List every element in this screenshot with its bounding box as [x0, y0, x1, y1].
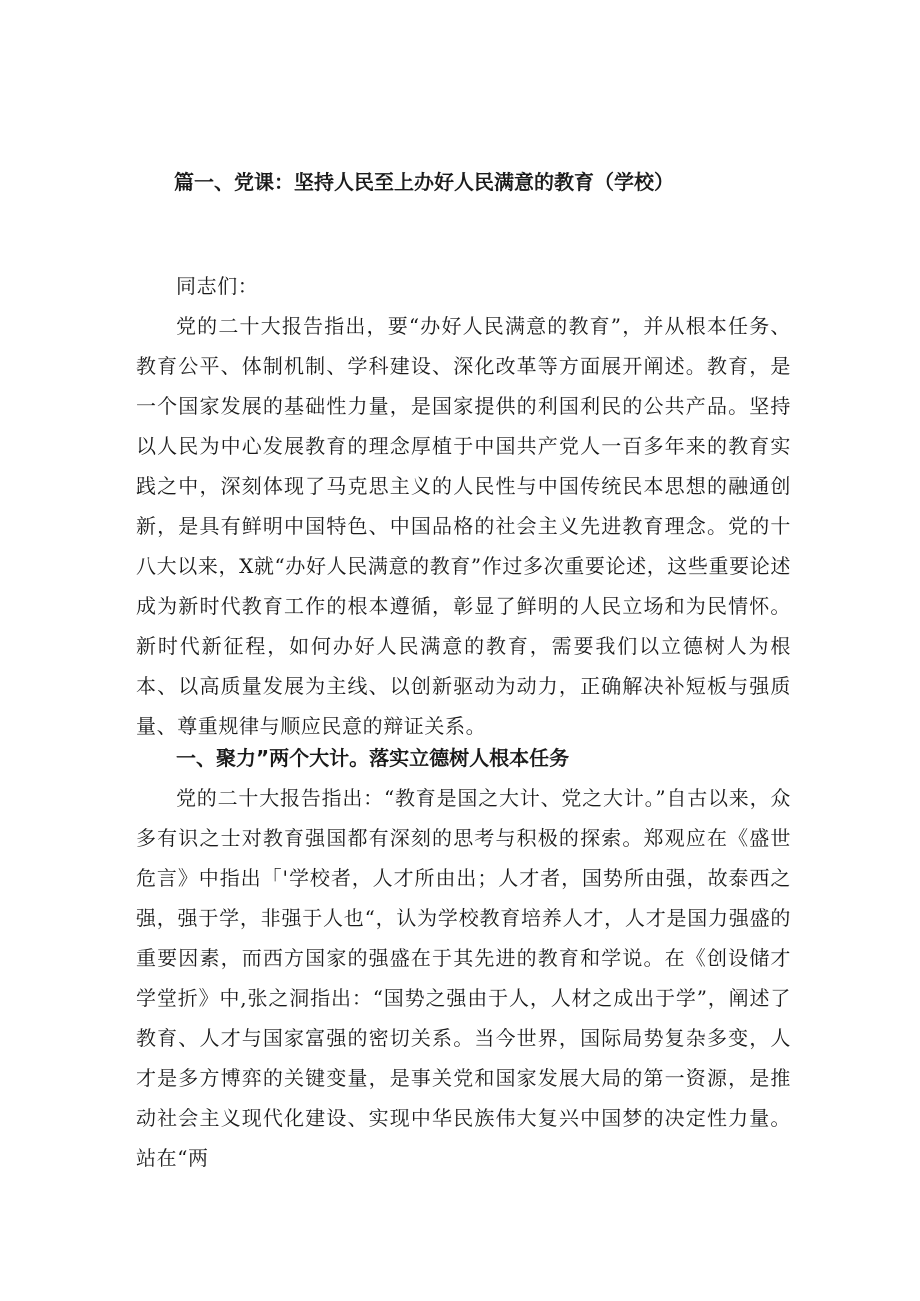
greeting-text: 同志们：	[176, 274, 259, 298]
section-heading: 一、聚力”两个大计。落实立德树人根本任务	[176, 746, 570, 770]
body-paragraph-2: 党的二十大报告指出：“教育是国之大计、党之大计。”自古以来，众多有识之士对教育强国都有深刻的思考与积极的探索。郑观应在《盛世危言》中指出「'学校者，人才所由出；人才者，国势所由强，故泰西之强，强于学，非强于人也“，认为学校教育培养人才，人才是国力强盛的重要因素，而西方国家的强盛在于其先进的教育和学说。在《创设储才学堂折》中,张之洞指出：“国势之强由于人，人材之成出于学”，阐述了教育、人才与国家富强的密切关系。当今世界，国际局势复杂多变，人才是多方博弈的关键变量，是事关党和国家发展大局的第一资源，是推动社会主义现代化建设、实现中华民族伟大复兴中国梦的决定性力量。站在“两	[136, 786, 791, 1170]
document-title: 篇一、党课：坚持人民至上办好人民满意的教育（学校）	[174, 170, 674, 194]
body-paragraph-1: 党的二十大报告指出，要“办好人民满意的教育”，并从根本任务、教育公平、体制机制、学科建设、深化改革等方面展开阐述。教育，是一个国家发展的基础性力量，是国家提供的利国利民的公共产品。坚持以人民为中心发展教育的理念厚植于中国共产党人一百多年来的教育实践之中，深刻体现了马克思主义的人民性与中国传统民本思想的融通创新，是具有鲜明中国特色、中国品格的社会主义先进教育理念。党的十八大以来，X就“办好人民满意的教育”作过多次重要论述，这些重要论述成为新时代教育工作的根本遵循，彰显了鲜明的人民立场和为民情怀。新时代新征程，如何办好人民满意的教育，需要我们以立德树人为根本、以高质量发展为主线、以创新驱动为动力，正确解决补短板与强质量、尊重规律与顺应民意的辩证关系。	[136, 314, 791, 738]
